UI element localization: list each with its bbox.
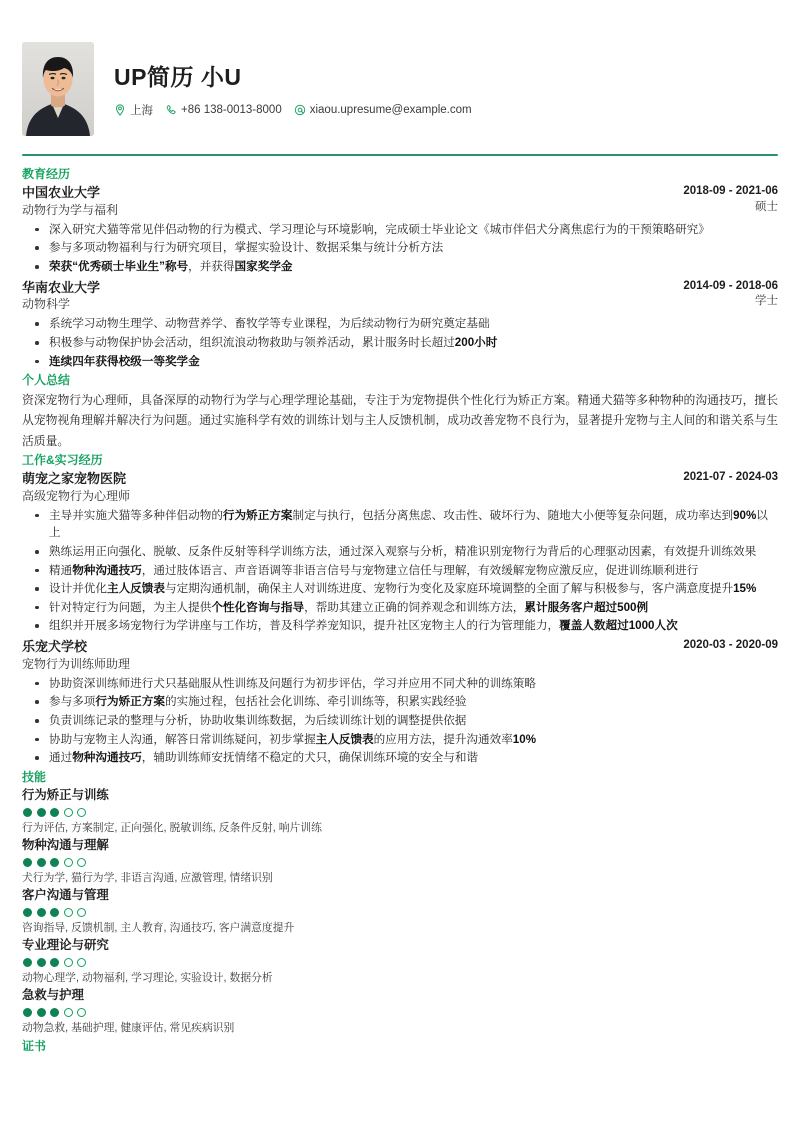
- skill-dot-empty: [77, 808, 86, 817]
- list-item: 针对特定行为问题，为主人提供个性化咨询与指导，帮助其建立正确的饲养观念和训练方法，累计服务客户超过500例: [22, 599, 778, 617]
- list-item: 深入研究犬猫等常见伴侣动物的行为模式、学习理论与环境影响，完成硕士毕业论文《城市伴侣犬分离焦虑行为的干预策略研究》: [22, 221, 778, 239]
- skill-dot-filled: [37, 808, 46, 817]
- list-item: 熟练运用正向强化、脱敏、反条件反射等科学训练方法，通过深入观察与分析，精准识别宠物行为背后的心理驱动因素，有效提升训练效果: [22, 543, 778, 561]
- section-education: [22, 167, 778, 370]
- skill-name: 急救与护理: [22, 988, 84, 1003]
- section-skills: [22, 770, 778, 1037]
- skill-item: [22, 887, 778, 936]
- skill-dot-filled: [23, 908, 32, 917]
- list-item: 协助与宠物主人沟通，解答日常训练疑问，初步掌握主人反馈表的应用方法，提升沟通效率10%: [22, 731, 778, 749]
- contact-list: [114, 102, 778, 118]
- skill-dot-filled: [37, 1008, 46, 1017]
- contact-phone-text: +86 138-0013-8000: [181, 104, 282, 117]
- work-entry: [22, 470, 778, 635]
- list-item: 通过物种沟通技巧，辅助训练师安抚情绪不稳定的犬只，确保训练环境的安全与和谐: [22, 749, 778, 767]
- identity-block: [114, 60, 778, 119]
- skill-item: [22, 787, 778, 836]
- list-item: 设计并优化主人反馈表与定期沟通机制，确保主人对训练进度、宠物行为变化及家庭环境调整的全面了解与积极参与，客户满意度提升15%: [22, 580, 778, 598]
- skill-keywords: 动物急救, 基础护理, 健康评估, 常见疾病识别: [22, 1022, 235, 1035]
- list-item: 负责训练记录的整理与分析，协助收集训练数据，为后续训练计划的调整提供依据: [22, 712, 778, 730]
- skill-dot-filled: [37, 908, 46, 917]
- skill-dot-filled: [50, 1008, 59, 1017]
- skill-item: [22, 987, 778, 1036]
- contact-location-text: 上海: [130, 105, 153, 118]
- section-title-skills: 技能: [22, 769, 47, 784]
- skill-level-dots: [23, 958, 778, 967]
- skill-dot-filled: [50, 858, 59, 867]
- skill-keywords: 咨询指导, 反馈机制, 主人教育, 沟通技巧, 客户满意度提升: [22, 922, 295, 935]
- section-title-summary: 个人总结: [22, 373, 71, 388]
- section-title-certificates: 证书: [22, 1038, 47, 1053]
- education-bullets: [22, 221, 778, 276]
- skill-name: 行为矫正与训练: [22, 787, 109, 802]
- skill-name: 物种沟通与理解: [22, 837, 109, 852]
- skill-dot-filled: [23, 1008, 32, 1017]
- skill-keywords: 犬行为学, 猫行为学, 非语言沟通, 应激管理, 情绪识别: [22, 871, 273, 884]
- education-entry: [22, 184, 778, 276]
- skill-dot-empty: [64, 858, 73, 867]
- contact-phone: [165, 104, 282, 116]
- at-email-icon: [294, 104, 306, 116]
- skill-level-dots: [23, 1008, 778, 1017]
- list-item: 主导并实施犬猫等多种伴侣动物的行为矫正方案制定与执行，包括分离焦虑、攻击性、破坏行为、随地大小便等复杂问题，成功率达到90%以上: [22, 507, 778, 542]
- section-work: [22, 453, 778, 767]
- work-role: 高级宠物行为心理师: [22, 488, 131, 503]
- work-role: 宠物行为训练师助理: [22, 656, 131, 671]
- section-title-work: 工作&实习经历: [22, 452, 103, 467]
- work-bullets: [22, 507, 778, 635]
- phone-icon: [165, 104, 177, 116]
- list-item: 系统学习动物生理学、动物营养学、畜牧学等专业课程，为后续动物行为研究奠定基础: [22, 315, 778, 333]
- skill-name: 客户沟通与管理: [22, 888, 109, 903]
- education-dates: 2014-09 - 2018-06: [683, 279, 778, 292]
- skill-dot-filled: [37, 958, 46, 967]
- work-org: 萌宠之家宠物医院: [22, 470, 127, 486]
- header-divider: [22, 154, 778, 156]
- skill-dot-filled: [50, 908, 59, 917]
- list-item: 连续四年获得校级一等奖学金: [22, 353, 778, 371]
- skill-name: 专业理论与研究: [22, 938, 109, 953]
- list-item: 精通物种沟通技巧，通过肢体语言、声音语调等非语言信号与宠物建立信任与理解，有效缓解宠物应激反应，促进训练顺利进行: [22, 562, 778, 580]
- skill-item: [22, 937, 778, 986]
- skill-dot-empty: [64, 958, 73, 967]
- list-item: 积极参与动物保护协会活动，组织流浪动物救助与领养活动，累计服务时长超过200小时: [22, 334, 778, 352]
- skills-list: [22, 787, 778, 1037]
- education-org: 中国农业大学: [22, 185, 101, 200]
- skill-dot-empty: [64, 1008, 73, 1017]
- skill-dot-filled: [23, 958, 32, 967]
- skill-dot-empty: [77, 958, 86, 967]
- skill-dot-filled: [50, 808, 59, 817]
- list-item: 荣获“优秀硕士毕业生”称号，并获得国家奖学金: [22, 258, 778, 276]
- location-pin-icon: [114, 104, 126, 116]
- skill-item: [22, 837, 778, 886]
- skill-dot-empty: [77, 858, 86, 867]
- skill-keywords: 动物心理学, 动物福利, 学习理论, 实验设计, 数据分析: [22, 972, 273, 985]
- skill-level-dots: [23, 858, 778, 867]
- page-title: UP简历 小U: [114, 63, 242, 90]
- skill-level-dots: [23, 808, 778, 817]
- list-item: 参与多项行为矫正方案的实施过程，包括社会化训练、牵引训练等，积累实践经验: [22, 693, 778, 711]
- section-title-education: 教育经历: [22, 167, 71, 181]
- skill-dot-filled: [50, 958, 59, 967]
- list-item: 参与多项动物福利与行为研究项目，掌握实验设计、数据采集与统计分析方法: [22, 239, 778, 257]
- contact-email-text: xiaou.upresume@example.com: [309, 104, 472, 117]
- skill-dot-empty: [77, 1008, 86, 1017]
- education-major: 动物行为学与福利: [22, 202, 119, 217]
- work-org: 乐宠犬学校: [22, 638, 88, 654]
- list-item: 组织并开展多场宠物行为学讲座与工作坊，普及科学养宠知识，提升社区宠物主人的行为管理能力，覆盖人数超过1000人次: [22, 617, 778, 635]
- education-degree: 学士: [755, 295, 778, 308]
- education-degree: 硕士: [755, 200, 778, 213]
- section-summary: [22, 373, 778, 451]
- skill-dot-empty: [64, 808, 73, 817]
- work-bullets: [22, 675, 778, 767]
- education-entry: [22, 279, 778, 371]
- avatar: [22, 42, 94, 136]
- contact-email: [294, 104, 472, 116]
- education-bullets: [22, 315, 778, 370]
- list-item: 协助资深训练师进行犬只基础服从性训练及问题行为初步评估，学习并应用不同犬种的训练策略: [22, 675, 778, 693]
- education-dates: 2018-09 - 2021-06: [683, 185, 778, 197]
- skill-level-dots: [23, 908, 778, 917]
- education-org: 华南农业大学: [22, 279, 101, 295]
- skill-dot-filled: [23, 808, 32, 817]
- work-dates: 2020-03 - 2020-09: [683, 638, 778, 651]
- skill-dot-filled: [23, 858, 32, 867]
- work-dates: 2021-07 - 2024-03: [683, 470, 778, 483]
- skill-dot-empty: [77, 908, 86, 917]
- work-entry: [22, 638, 778, 767]
- education-major: 动物科学: [22, 297, 71, 312]
- contact-location: [114, 102, 153, 118]
- skill-keywords: 行为评估, 方案制定, 正向强化, 脱敏训练, 反条件反射, 响片训练: [22, 821, 322, 834]
- skill-dot-filled: [37, 858, 46, 867]
- summary-text: 资深宠物行为心理师，具备深厚的动物行为学与心理学理论基础，专注于为宠物提供个性化行为矫正方案。精通犬猫等多种物种的沟通技巧，擅长从宠物视角理解并解决行为问题。通过实施科学有效的训练计划与主人反馈机制，成功改善宠物不良行为，显著提升宠物与主人间的和谐关系与生活质量。: [22, 393, 778, 448]
- section-certificates: [22, 1039, 778, 1054]
- resume-header: [22, 42, 778, 146]
- skill-dot-empty: [64, 908, 73, 917]
